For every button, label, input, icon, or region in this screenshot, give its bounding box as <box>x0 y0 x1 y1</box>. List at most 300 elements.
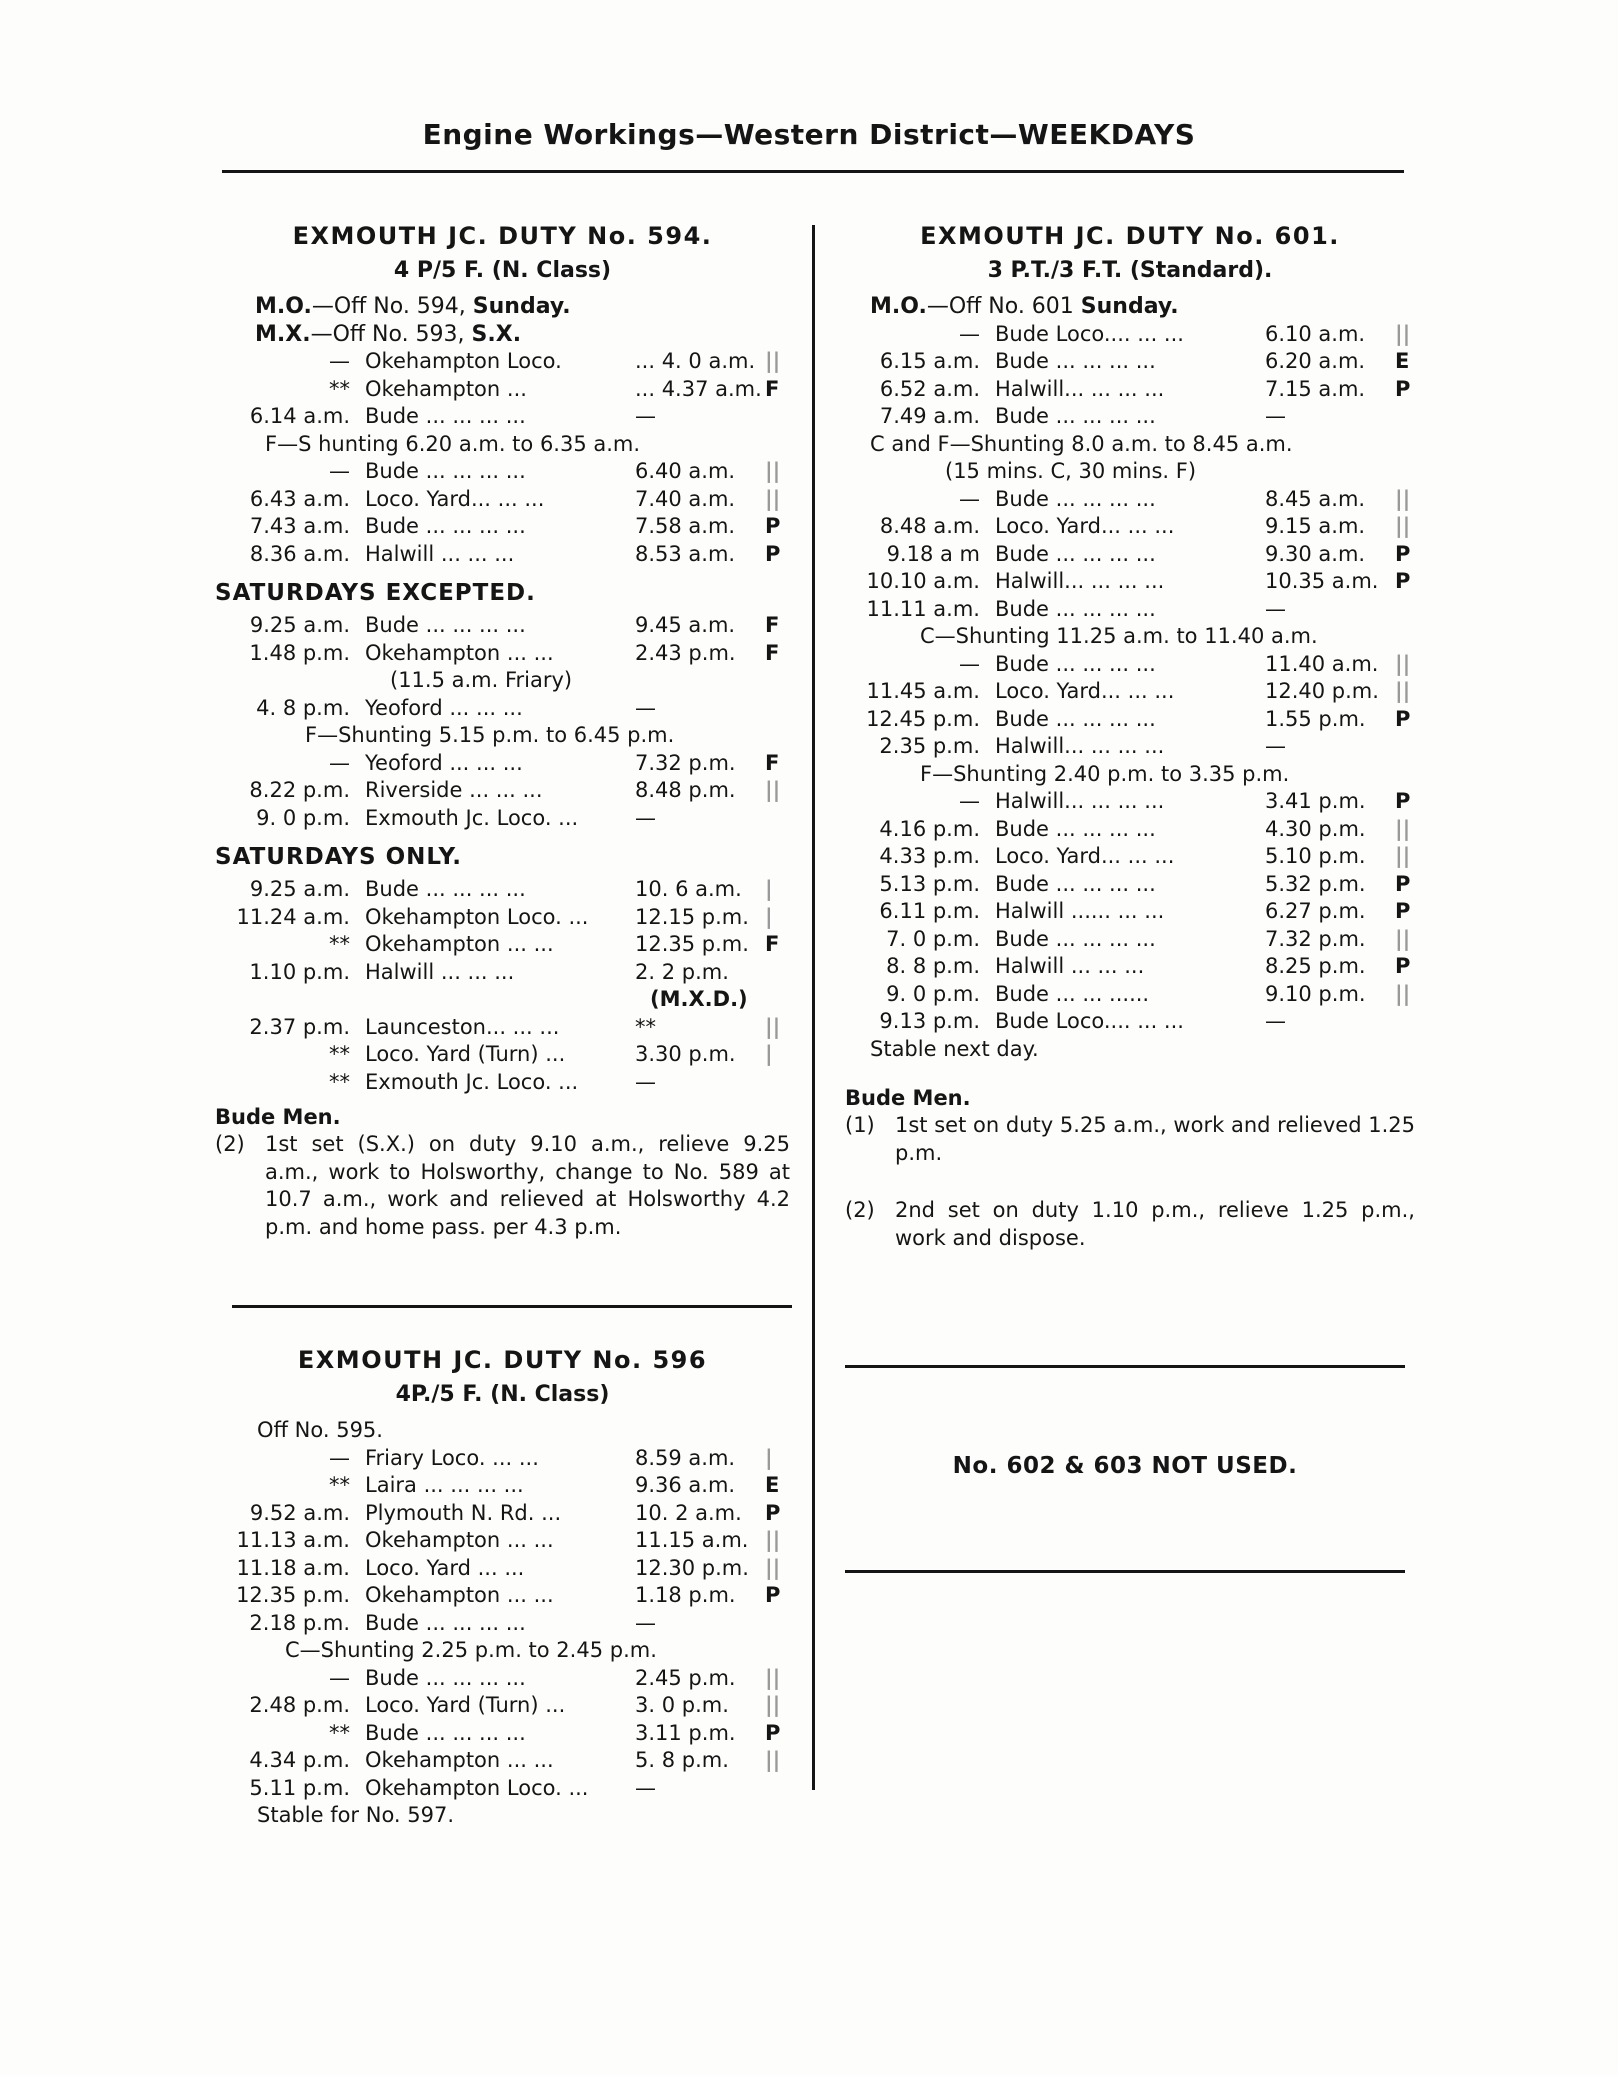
departure-time: 9.10 p.m. <box>1265 981 1366 1006</box>
arrival-time: 2.18 p.m. <box>249 1610 350 1635</box>
train-class-code <box>1395 596 1417 624</box>
arrival-time: — <box>329 1445 350 1470</box>
station-name: Bude ... ... ... ... <box>365 613 526 637</box>
departure-time: 11.40 a.m. <box>1265 651 1379 676</box>
timetable-row <box>845 321 1415 349</box>
train-class-code: P <box>1395 376 1411 401</box>
arrival-time: 10.10 a.m. <box>866 569 980 593</box>
duty-594-shunting-note: F—S hunting 6.20 a.m. to 6.35 a.m. <box>265 431 641 456</box>
station-name: Bude ... ... ...... <box>995 981 1150 1006</box>
arrival-time: 2.35 p.m. <box>879 734 980 758</box>
station-name: Yeoford ... ... ... <box>365 750 523 775</box>
train-class-code: P <box>1395 899 1411 923</box>
station-name: Friary Loco. ... ... <box>365 1445 539 1470</box>
arrival-time: 2.37 p.m. <box>249 1014 350 1039</box>
arrival-time: 7. 0 p.m. <box>886 926 980 951</box>
departure-time: 7.58 a.m. <box>635 514 736 538</box>
departure-time: 7.32 p.m. <box>635 750 736 775</box>
station-name: Bude ... ... ... ... <box>995 871 1156 896</box>
station-name: Bude ... ... ... ... <box>365 877 526 901</box>
train-class-code: F <box>765 932 780 956</box>
departure-time: 2.45 p.m. <box>635 1665 736 1690</box>
train-class-code: P <box>1395 706 1411 731</box>
timetable-row <box>845 651 1415 679</box>
departure-time: 5.32 p.m. <box>1265 871 1366 896</box>
timetable-row <box>215 777 790 805</box>
station-name: Loco. Yard (Turn) ... <box>365 1693 566 1717</box>
train-class-code: || <box>1395 981 1411 1006</box>
timetable-row <box>215 1500 790 1528</box>
arrival-time: 9.52 a.m. <box>249 1500 350 1525</box>
departure-time: 9.15 a.m. <box>1265 514 1366 538</box>
departure-time: 6.10 a.m. <box>1265 321 1366 346</box>
train-class-code: || <box>1395 816 1411 841</box>
timetable-row <box>215 1610 790 1638</box>
arrival-time: 8.36 a.m. <box>249 541 350 566</box>
arrival-time: — <box>329 459 350 483</box>
station-name: Bude ... ... ... ... <box>995 651 1156 676</box>
station-name: Loco. Yard... ... ... <box>995 844 1175 868</box>
train-class-code: || <box>765 1693 781 1717</box>
departure-time: 1.55 p.m. <box>1265 706 1366 731</box>
timetable-row <box>215 513 790 541</box>
section-separator <box>845 1365 1405 1368</box>
station-name: Halwill... ... ... ... <box>995 376 1165 401</box>
train-class-code: E <box>1395 349 1410 373</box>
departure-time: — <box>1265 404 1286 428</box>
station-name: Halwill ... ... ... <box>365 959 515 984</box>
station-name: Okehampton ... ... <box>365 1748 554 1772</box>
train-class-code: || <box>765 1665 781 1690</box>
station-name: Bude ... ... ... ... <box>995 349 1156 373</box>
timetable-row <box>215 1692 790 1720</box>
departure-time: 2.43 p.m. <box>635 640 736 665</box>
arrival-time: — <box>959 651 980 676</box>
station-name: Okehampton ... ... <box>365 932 554 956</box>
duty-601-bude-men-note <box>845 1197 1415 1252</box>
arrival-time: 9. 0 p.m. <box>256 805 350 830</box>
timetable-row <box>845 981 1415 1009</box>
train-class-code <box>1395 733 1417 761</box>
station-name: Okehampton Loco. ... <box>365 1775 589 1800</box>
departure-time: 7.40 a.m. <box>635 486 736 511</box>
timetable-row <box>215 1582 790 1610</box>
train-class-code: | <box>765 904 773 929</box>
arrival-time: 2.48 p.m. <box>249 1693 350 1717</box>
departure-time: — <box>1265 596 1286 621</box>
arrival-time: 1.48 p.m. <box>249 640 350 665</box>
duty-601-shunting-note-1: C and F—Shunting 8.0 a.m. to 8.45 a.m. <box>870 431 1293 456</box>
not-used-notice: No. 602 & 603 NOT USED. <box>952 1453 1298 1479</box>
timetable-row <box>215 1747 790 1775</box>
arrival-time: 5.13 p.m. <box>879 871 980 896</box>
departure-time: 9.45 a.m. <box>635 613 736 637</box>
station-name: Halwill... ... ... ... <box>995 789 1165 813</box>
timetable-row <box>845 871 1415 899</box>
arrival-time: ** <box>329 1720 350 1745</box>
timetable-row <box>845 898 1415 926</box>
duty-601-bude-men-heading: Bude Men. <box>845 1086 971 1110</box>
timetable-row <box>845 733 1415 761</box>
station-name: Loco. Yard... ... ... <box>365 486 545 511</box>
train-class-code: F <box>765 376 780 401</box>
departure-time: — <box>635 1610 656 1635</box>
timetable-row <box>845 953 1415 981</box>
departure-time: 7.15 a.m. <box>1265 376 1366 401</box>
departure-time: 5.10 p.m. <box>1265 844 1366 868</box>
train-class-code: F <box>765 613 780 637</box>
timetable-row <box>215 1775 790 1803</box>
arrival-time: 6.14 a.m. <box>249 404 350 428</box>
note-number: (2) <box>215 1132 245 1156</box>
station-name: Bude ... ... ... ... <box>365 514 526 538</box>
station-name: Loco. Yard ... ... <box>365 1555 525 1580</box>
note-text: —Off No. 601 <box>926 294 1081 319</box>
timetable-row <box>845 678 1415 706</box>
timetable-row <box>845 1008 1415 1036</box>
train-class-code: P <box>1395 954 1411 978</box>
departure-time: 6.20 a.m. <box>1265 349 1366 373</box>
train-class-code: || <box>1395 514 1411 538</box>
train-class-code <box>765 1775 787 1803</box>
section-separator <box>232 1305 792 1308</box>
duty-594-sx-shunting-note: F—Shunting 5.15 p.m. to 6.45 p.m. <box>305 723 675 747</box>
timetable-row <box>845 816 1415 844</box>
arrival-time: 8.22 p.m. <box>249 778 350 802</box>
timetable-row <box>215 1445 790 1473</box>
arrival-time: 7.43 a.m. <box>249 514 350 538</box>
departure-time: 12.15 p.m. <box>635 904 749 929</box>
arrival-time: 4.33 p.m. <box>879 844 980 868</box>
station-name: Bude ... ... ... ... <box>995 926 1156 951</box>
train-class-code: F <box>765 640 780 665</box>
train-class-code: || <box>765 1555 781 1580</box>
departure-time: 3.11 p.m. <box>635 1720 736 1745</box>
timetable-row <box>215 695 790 723</box>
station-name: Plymouth N. Rd. ... <box>365 1500 562 1525</box>
train-class-code: || <box>765 1014 781 1039</box>
note-day: Sunday. <box>1080 294 1179 319</box>
duty-594-off-note <box>215 293 790 321</box>
departure-time: — <box>1265 734 1286 758</box>
departure-time: — <box>635 695 656 720</box>
train-class-code: || <box>765 778 781 802</box>
departure-time: 3. 0 p.m. <box>635 1693 729 1717</box>
train-class-code: P <box>765 514 781 538</box>
departure-time: — <box>635 805 656 830</box>
departure-time: 6.40 a.m. <box>635 459 736 483</box>
station-name: Bude ... ... ... ... <box>365 459 526 483</box>
arrival-time: 4.16 p.m. <box>879 816 980 841</box>
station-name: Halwill ... ... ... <box>365 541 515 566</box>
arrival-time: 5.11 p.m. <box>249 1775 350 1800</box>
station-name: Bude ... ... ... ... <box>365 1665 526 1690</box>
station-name: Bude Loco.... ... ... <box>995 1009 1184 1033</box>
timetable-row <box>845 596 1415 624</box>
departure-time: 4.30 p.m. <box>1265 816 1366 841</box>
station-name: Loco. Yard... ... ... <box>995 514 1175 538</box>
arrival-time: 7.49 a.m. <box>879 404 980 428</box>
station-name: Halwill... ... ... ... <box>995 569 1165 593</box>
station-name: Bude ... ... ... ... <box>365 404 526 428</box>
arrival-time: 11.45 a.m. <box>866 679 980 703</box>
train-class-code: P <box>765 1720 781 1745</box>
departure-time: — <box>635 404 656 428</box>
note-code: M.O. <box>255 294 312 319</box>
departure-time: 7.32 p.m. <box>1265 926 1366 951</box>
timetable-row <box>215 1069 790 1097</box>
arrival-time: 11.18 a.m. <box>236 1555 350 1580</box>
timetable-row <box>215 541 790 569</box>
timetable-row <box>215 403 790 431</box>
train-class-code <box>765 403 787 431</box>
train-class-code: P <box>765 1583 781 1607</box>
timetable-row <box>215 959 790 987</box>
duty-601-bude-men-note <box>845 1112 1415 1167</box>
timetable-row <box>845 568 1415 596</box>
timetable-row <box>215 640 790 668</box>
train-class-code <box>1395 1008 1417 1036</box>
train-class-code: P <box>1395 541 1411 566</box>
arrival-time: 6.43 a.m. <box>249 486 350 511</box>
duty-601-shunting-note-3: C—Shunting 11.25 a.m. to 11.40 a.m. <box>920 624 1318 648</box>
duty-596-shunting-note: C—Shunting 2.25 p.m. to 2.45 p.m. <box>285 1638 657 1662</box>
departure-time: — <box>1265 1009 1286 1033</box>
train-class-code: || <box>1395 321 1411 346</box>
timetable-row <box>845 926 1415 954</box>
duty-601-section <box>845 222 1415 1252</box>
note-code: M.O. <box>870 294 927 319</box>
station-name: Exmouth Jc. Loco. ... <box>365 805 579 830</box>
departure-time: 8.48 p.m. <box>635 778 736 802</box>
arrival-time: — <box>959 789 980 813</box>
station-name: Bude ... ... ... ... <box>995 706 1156 731</box>
duty-601-heading: EXMOUTH JC. DUTY No. 601. <box>920 222 1340 250</box>
station-name: Riverside ... ... ... <box>365 778 543 802</box>
train-class-code: | <box>765 877 773 901</box>
train-class-code: P <box>1395 569 1411 593</box>
timetable-row <box>215 458 790 486</box>
timetable-row <box>845 348 1415 376</box>
train-class-code <box>765 695 787 723</box>
timetable-row <box>215 612 790 640</box>
arrival-time: 9.18 a m <box>886 541 980 566</box>
station-name: Okehampton ... ... <box>365 640 554 665</box>
arrival-time: ** <box>329 932 350 956</box>
timetable-row <box>845 706 1415 734</box>
departure-time: 1.18 p.m. <box>635 1583 736 1607</box>
station-name: Loco. Yard... ... ... <box>995 679 1175 703</box>
arrival-time: 4.34 p.m. <box>249 1748 350 1772</box>
note-text: 1st set (S.X.) on duty 9.10 a.m., relieve 9.25 a.m., work to Holsworthy, change to No. 589 at 10.7 a.m., work and relieved at Holsworthy 4.2 p.m. and home pass. per 4.3 p.m. <box>265 1132 790 1239</box>
duty-594-off-note <box>215 321 790 349</box>
train-class-code: || <box>765 486 781 511</box>
departure-time: 8.53 a.m. <box>635 541 736 566</box>
station-name: Okehampton ... <box>365 376 527 401</box>
timetable-row <box>845 376 1415 404</box>
arrival-time: 8.48 a.m. <box>879 514 980 538</box>
station-name: Bude ... ... ... ... <box>365 1720 526 1745</box>
arrival-time: 9.25 a.m. <box>249 877 350 901</box>
timetable-row <box>845 513 1415 541</box>
duty-601-shunting-note-4: F—Shunting 2.40 p.m. to 3.35 p.m. <box>920 761 1290 786</box>
train-class-code: E <box>765 1473 780 1497</box>
duty-596-heading: EXMOUTH JC. DUTY No. 596 <box>297 1346 708 1374</box>
departure-time: 12.30 p.m. <box>635 1555 749 1580</box>
timetable-row <box>215 931 790 959</box>
duty-594-engine-class: 4 P/5 F. (N. Class) <box>393 258 612 283</box>
timetable-row <box>215 1720 790 1748</box>
train-class-code: P <box>1395 789 1411 813</box>
train-class-code: || <box>765 349 781 373</box>
arrival-time: 9. 0 p.m. <box>886 981 980 1006</box>
train-class-code <box>765 805 787 833</box>
station-name: Okehampton ... ... <box>365 1583 554 1607</box>
station-name: Okehampton Loco. ... <box>365 904 589 929</box>
timetable-row <box>215 1014 790 1042</box>
timetable-row <box>845 788 1415 816</box>
timetable-row <box>215 486 790 514</box>
note-text: 2nd set on duty 1.10 p.m., relieve 1.25 p.m., work and dispose. <box>895 1198 1415 1250</box>
duty-601-shunting-note-2: (15 mins. C, 30 mins. F) <box>945 459 1197 483</box>
train-class-code: F <box>765 750 780 775</box>
station-name: Laira ... ... ... ... <box>365 1473 524 1497</box>
arrival-time: 12.45 p.m. <box>866 706 980 731</box>
arrival-time: — <box>329 750 350 775</box>
timetable-row <box>215 1527 790 1555</box>
departure-time: 9.36 a.m. <box>635 1473 736 1497</box>
saturdays-only-heading: SATURDAYS ONLY. <box>215 844 463 870</box>
station-name: Loco. Yard (Turn) ... <box>365 1042 566 1066</box>
duty-594-section <box>215 222 790 1241</box>
duty-596-off-note: Off No. 595. <box>257 1418 383 1442</box>
departure-time: 10. 2 a.m. <box>635 1500 742 1525</box>
duty-594-heading: EXMOUTH JC. DUTY No. 594. <box>292 222 713 250</box>
station-name: Exmouth Jc. Loco. ... <box>365 1069 579 1094</box>
train-class-code: || <box>1395 651 1411 676</box>
duty-596-engine-class: 4P./5 F. (N. Class) <box>395 1382 610 1407</box>
station-name: Bude ... ... ... ... <box>995 596 1156 621</box>
arrival-time: — <box>329 349 350 373</box>
arrival-time: 9.25 a.m. <box>249 613 350 637</box>
train-class-code: || <box>1395 926 1411 951</box>
timetable-row <box>215 1472 790 1500</box>
departure-time: — <box>635 1775 656 1800</box>
station-name: Bude ... ... ... ... <box>995 816 1156 841</box>
departure-time: 8.59 a.m. <box>635 1445 736 1470</box>
note-text: 1st set on duty 5.25 a.m., work and relieved 1.25 p.m. <box>895 1113 1415 1165</box>
timetable-row <box>215 805 790 833</box>
timetable-row <box>845 843 1415 871</box>
train-class-code: || <box>765 459 781 483</box>
train-class-code: P <box>765 1500 781 1525</box>
train-class-code: P <box>1395 871 1411 896</box>
duty-596-section <box>215 1346 790 1830</box>
timetable-row <box>215 348 790 376</box>
departure-time: 12.35 p.m. <box>635 932 749 956</box>
arrival-time: 9.13 p.m. <box>879 1009 980 1033</box>
train-class-code: | <box>765 1042 773 1066</box>
arrival-time: — <box>959 486 980 511</box>
timetable-row <box>215 1555 790 1583</box>
arrival-time: 1.10 p.m. <box>249 959 350 984</box>
station-name: Bude ... ... ... ... <box>995 541 1156 566</box>
station-name: Launceston... ... ... <box>365 1014 560 1039</box>
timetable-row <box>215 904 790 932</box>
train-class-code: P <box>765 541 781 566</box>
arrival-time: ** <box>329 1069 350 1094</box>
note-number: (2) <box>845 1198 875 1222</box>
departure-time: 3.41 p.m. <box>1265 789 1366 813</box>
arrival-time: 11.24 a.m. <box>236 904 350 929</box>
duty-596-stable-note: Stable for No. 597. <box>257 1803 455 1827</box>
departure-time: 8.25 p.m. <box>1265 954 1366 978</box>
timetable-row <box>845 403 1415 431</box>
station-name: Bude ... ... ... ... <box>995 404 1156 428</box>
departure-time: 6.27 p.m. <box>1265 899 1366 923</box>
train-class-code <box>765 959 787 987</box>
arrival-time: ** <box>329 1042 350 1066</box>
arrival-time: 4. 8 p.m. <box>256 695 350 720</box>
note-code: M.X. <box>255 321 311 347</box>
arrival-time: 12.35 p.m. <box>236 1583 350 1607</box>
station-name: Yeoford ... ... ... <box>365 695 523 720</box>
station-name: Halwill ...... ... ... <box>995 899 1165 923</box>
station-name: Okehampton Loco. <box>365 349 562 373</box>
timetable-row <box>215 1041 790 1069</box>
station-name: Halwill ... ... ... <box>995 954 1145 978</box>
departure-time: 5. 8 p.m. <box>635 1748 729 1772</box>
station-name: Bude Loco.... ... ... <box>995 321 1184 346</box>
arrival-time: — <box>329 1665 350 1690</box>
timetable-row <box>215 750 790 778</box>
column-divider <box>812 225 815 1790</box>
departure-time: ... 4. 0 a.m. <box>635 349 756 373</box>
departure-time: ... 4.37 a.m. <box>635 376 762 401</box>
timetable-row <box>215 876 790 904</box>
station-name: Okehampton ... ... <box>365 1528 554 1552</box>
page-title: Engine Workings—Western District—WEEKDAYS <box>422 118 1196 151</box>
station-name: Bude ... ... ... ... <box>365 1610 526 1635</box>
duty-594-friary-note: (11.5 a.m. Friary) <box>390 668 573 692</box>
timetable-row <box>845 486 1415 514</box>
station-name: Halwill... ... ... ... <box>995 734 1165 758</box>
note-number: (1) <box>845 1113 875 1137</box>
station-name: Bude ... ... ... ... <box>995 486 1156 511</box>
departure-time: 8.45 a.m. <box>1265 486 1366 511</box>
duty-594-bude-men-note <box>215 1131 790 1241</box>
departure-time: — <box>635 1069 656 1094</box>
note-text: —Off No. 594, <box>311 294 473 319</box>
train-class-code <box>765 1069 787 1097</box>
timetable-row <box>215 1665 790 1693</box>
arrival-time: 8. 8 p.m. <box>886 954 980 978</box>
arrival-time: 11.11 a.m. <box>866 596 980 621</box>
note-day: Sunday. <box>472 294 571 319</box>
section-separator <box>845 1570 1405 1573</box>
train-class-code <box>765 1610 787 1638</box>
note-day: S.X. <box>471 321 522 347</box>
timetable-row <box>215 376 790 404</box>
arrival-time: 11.13 a.m. <box>236 1528 350 1552</box>
departure-time: 9.30 a.m. <box>1265 541 1366 566</box>
arrival-time: — <box>959 321 980 346</box>
train-class-code: | <box>765 1445 773 1470</box>
train-class-code: || <box>765 1528 781 1552</box>
arrival-time: ** <box>329 376 350 401</box>
departure-time: 11.15 a.m. <box>635 1528 749 1552</box>
duty-594-bude-men-heading: Bude Men. <box>215 1105 341 1129</box>
